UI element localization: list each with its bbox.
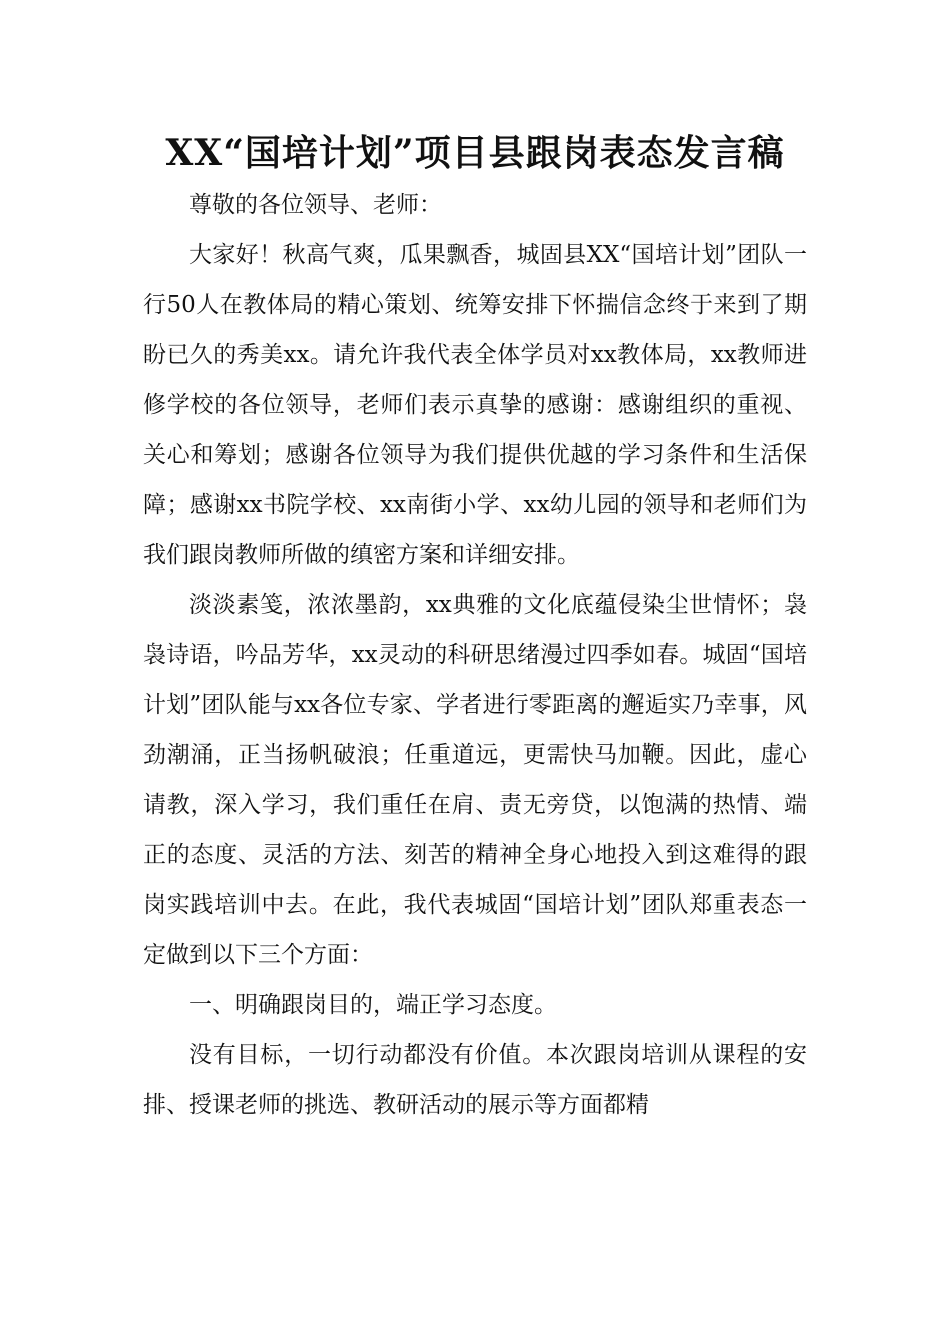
document-title: XX“国培计划”项目县跟岗表态发言稿 xyxy=(165,132,785,174)
paragraph-section-1: 没有目标，一切行动都没有价值。本次跟岗培训从课程的安排、授课老师的挑选、教研活动的展示等方面都精 xyxy=(143,1042,807,1118)
paragraph-salutation: 尊敬的各位领导、老师： xyxy=(189,192,442,218)
paragraph-pledge: 淡淡素笺，浓浓墨韵，xx典雅的文化底蕴侵染尘世情怀；袅袅诗语，吟品芳华，xx灵动的科研思绪漫过四季如春。城固“国培计划”团队能与xx各位专家、学者进行零距离的邂逅实乃幸事，风劲潮涌，正当扬帆破浪；任重道远，更需快马加鞭。因此，虚心请教，深入学习，我们重任在肩、责无旁贷，以饱满的热情、端正的态度、灵活的方法、刻苦的精神全身心地投入到这难得的跟岗实践培训中去。在此，我代表城固“国培计划”团队郑重表态一定做到以下三个方面： xyxy=(143,592,807,968)
document-body xyxy=(143,180,807,1130)
paragraph-greeting: 大家好！秋高气爽，瓜果飘香，城固县XX“国培计划”团队一行50人在教体局的精心策划、统筹安排下怀揣信念终于来到了期盼已久的秀美xx。请允许我代表全体学员对xx教体局，xx教师进修学校的各位领导，老师们表示真挚的感谢：感谢组织的重视、关心和筹划；感谢各位领导为我们提供优越的学习条件和生活保障；感谢xx书院学校、xx南街小学、xx幼儿园的领导和老师们为我们跟岗教师所做的缜密方案和详细安排。 xyxy=(143,242,807,568)
section-heading-1: 一、明确跟岗目的，端正学习态度。 xyxy=(189,992,557,1018)
